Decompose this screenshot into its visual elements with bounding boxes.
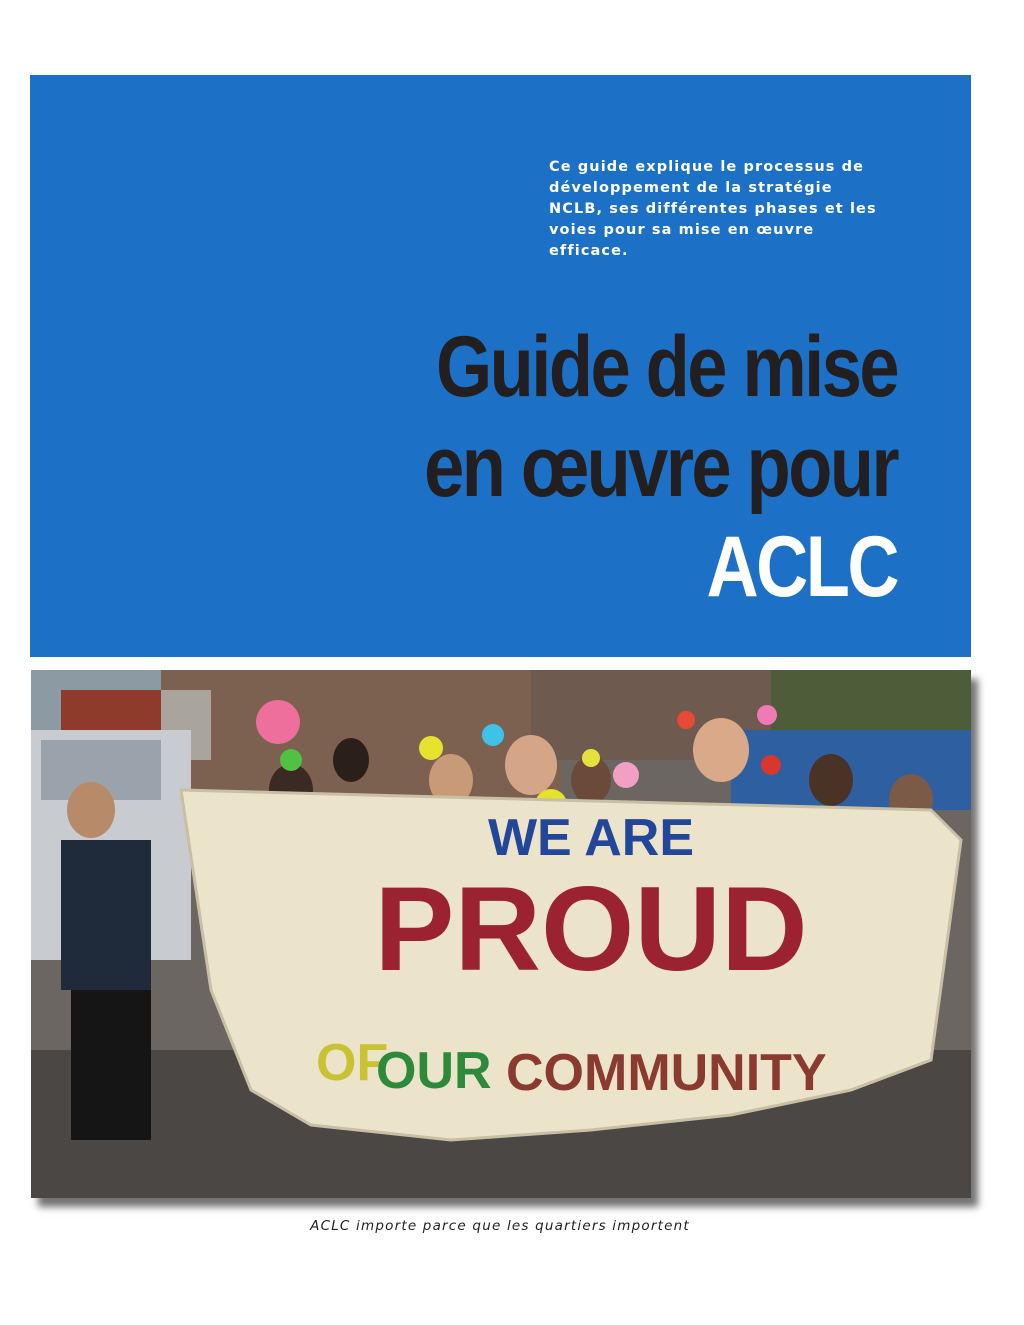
banner-text-community: COMMUNITY	[506, 1044, 827, 1102]
document-title	[424, 317, 897, 617]
title-line-3: ACLC	[706, 519, 897, 615]
banner-text-top: WE ARE	[487, 809, 695, 867]
photo-illustration	[31, 670, 971, 1198]
banner-text-middle: PROUD	[374, 862, 808, 996]
banner-text-of: OF	[316, 1034, 389, 1092]
cover-photo	[31, 670, 971, 1198]
title-line-1: Guide de mise	[435, 319, 897, 415]
cover-block	[30, 75, 971, 657]
title-line-2: en œuvre pour	[424, 419, 897, 515]
banner-text-our: OUR	[376, 1042, 492, 1100]
photo-caption: ACLC importe parce que les quartiers importent	[310, 1218, 690, 1234]
intro-text: Ce guide explique le processus de développement de la stratégie NCLB, ses différentes phases et les voies pour sa mise en œuvre efficace.	[549, 159, 877, 259]
